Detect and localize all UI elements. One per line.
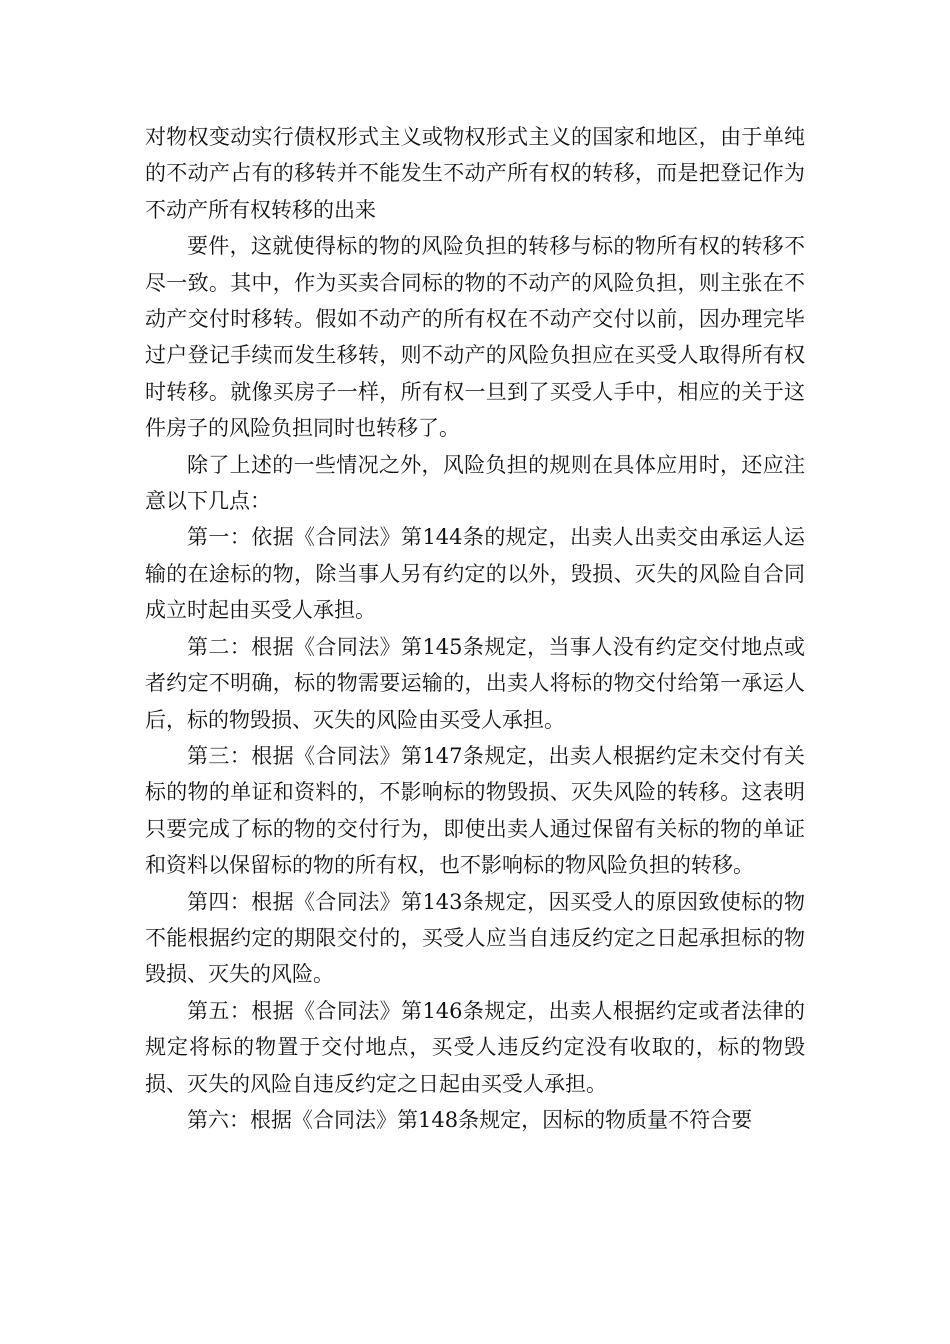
document-body — [145, 119, 805, 1138]
paragraph-1: 对物权变动实行债权形式主义或物权形式主义的国家和地区，由于单纯的不动产占有的移转并不能发生不动产所有权的转移，而是把登记作为不动产所有权转移的出来 — [145, 125, 805, 222]
paragraph-6: 第三：根据《合同法》第147条规定，出卖人根据约定未交付有关标的物的单证和资料的，不影响标的物毁损、灭失风险的转移。这表明只要完成了标的物的交付行为，即使出卖人通过保留有关标的物的单证和资料以保留标的物的所有权，也不影响标的物风险负担的转移。 — [145, 743, 805, 878]
paragraph-5: 第二：根据《合同法》第145条规定，当事人没有约定交付地点或者约定不明确，标的物需要运输的，出卖人将标的物交付给第一承运人后，标的物毁损、灭失的风险由买受人承担。 — [145, 634, 805, 732]
paragraph-7: 第四：根据《合同法》第143条规定，因买受人的原因致使标的物不能根据约定的期限交付的，买受人应当自违反约定之日起承担标的物毁损、灭失的风险。 — [145, 889, 805, 987]
paragraph-2: 要件，这就使得标的物的风险负担的转移与标的物所有权的转移不尽一致。其中，作为买卖合同标的物的不动产的风险负担，则主张在不动产交付时移转。假如不动产的所有权在不动产交付以前，因办理完毕过户登记手续而发生移转，则不动产的风险负担应在买受人取得所有权时转移。就像买房子一样，所有权一旦到了买受人手中，相应的关于这件房子的风险负担同时也转移了。 — [145, 234, 805, 441]
paragraph-4: 第一：依据《合同法》第144条的规定，出卖人出卖交由承运人运输的在途标的物，除当事人另有约定的以外，毁损、灭失的风险自合同成立时起由买受人承担。 — [145, 525, 805, 623]
paragraph-8: 第五：根据《合同法》第146条规定，出卖人根据约定或者法律的规定将标的物置于交付地点，买受人违反约定没有收取的，标的物毁损、灭失的风险自违反约定之日起由买受人承担。 — [145, 998, 805, 1096]
paragraph-9: 第六：根据《合同法》第148条规定，因标的物质量不符合要 — [187, 1107, 753, 1132]
paragraph-3: 除了上述的一些情况之外，风险负担的规则在具体应用时，还应注意以下几点： — [145, 452, 805, 514]
